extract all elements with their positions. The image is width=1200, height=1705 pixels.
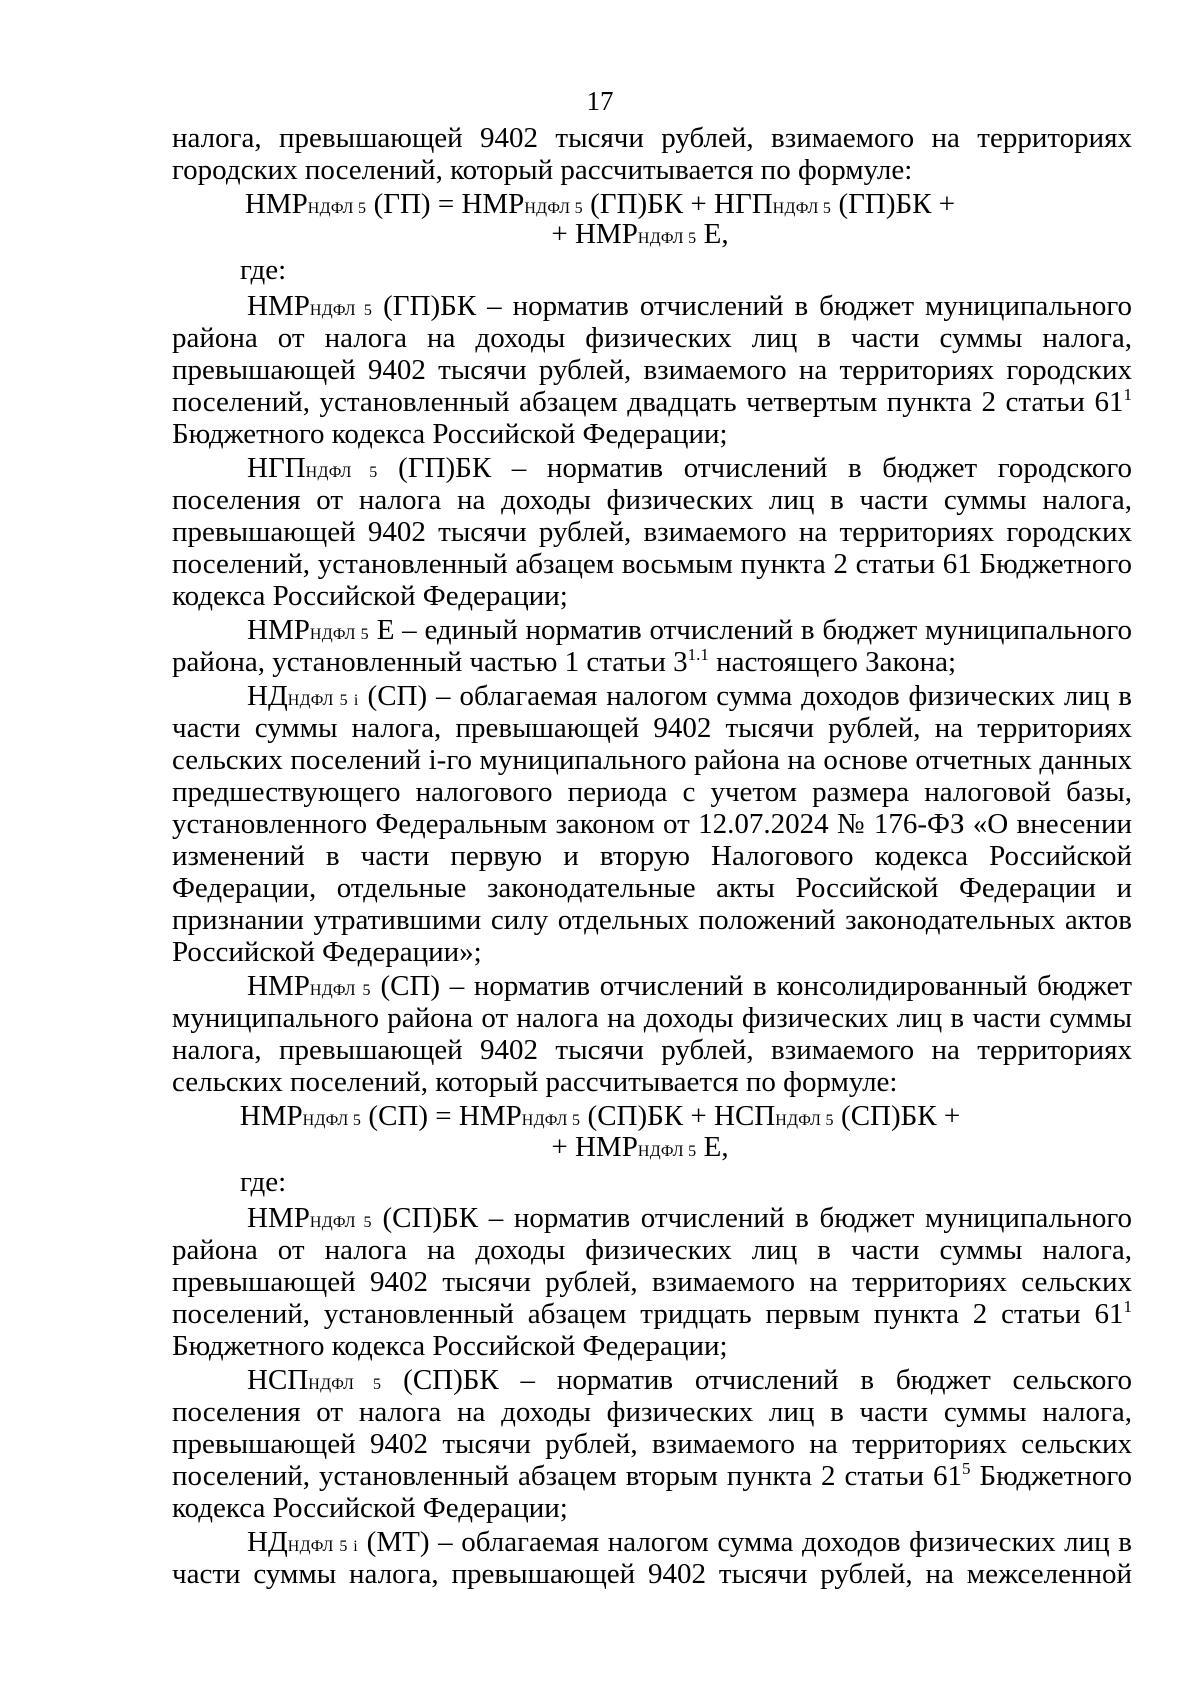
text-line: кодекса Российской Федерации; bbox=[172, 1492, 568, 1524]
text-line: превышающей 9402 тысячи рублей, взимаемого на территориях сельских bbox=[172, 1266, 1132, 1298]
text-line: поселения от налога на доходы физических лиц в части суммы налога, bbox=[172, 484, 1132, 516]
text-line: сельских поселений i-го муниципального района на основе отчетных данных bbox=[172, 744, 1132, 776]
text-line: НМРНДФЛ 5 (СП) – норматив отчислений в консолидированный бюджет bbox=[247, 970, 1132, 1002]
text-line: кодекса Российской Федерации; bbox=[172, 580, 568, 612]
formula-line: НМРНДФЛ 5 (ГП) = НМРНДФЛ 5 (ГП)БК + НГПНДФЛ 5 (ГП)БК + bbox=[244, 188, 956, 220]
text-line: НДНДФЛ 5 i (СП) – облагаемая налогом сумма доходов физических лиц в bbox=[247, 680, 1132, 712]
text-line: района от налога на доходы физических лиц в части суммы налога, bbox=[172, 1234, 1132, 1266]
text-line: поселений, установленный абзацем восьмым пункта 2 статьи 61 Бюджетного bbox=[172, 548, 1132, 580]
text-line: превышающей 9402 тысячи рублей, взимаемого на территориях городских bbox=[172, 354, 1132, 386]
text-line: НДНДФЛ 5 i (МТ) – облагаемая налогом сумма доходов физических лиц в bbox=[247, 1526, 1132, 1558]
text-line: Российской Федерации»; bbox=[172, 936, 482, 968]
text-line: района, установленный частью 1 статьи $3^{1.1}$ настоящего Закона; bbox=[172, 645, 957, 678]
text-line: налога, превышающей 9402 тысячи рублей, взимаемого на территориях bbox=[172, 122, 1132, 154]
text-line: поселения от налога на доходы физических лиц в части суммы налога, bbox=[172, 1396, 1132, 1428]
text-line: где: bbox=[240, 1166, 287, 1198]
text-line: НМРНДФЛ 5 Е – единый норматив отчислений в бюджет муниципального bbox=[247, 614, 1132, 646]
text-line: муниципального района от налога на доходы физических лиц в части суммы bbox=[172, 1002, 1132, 1034]
text-line: НМРНДФЛ 5 (ГП)БК – норматив отчислений в бюджет муниципального bbox=[247, 290, 1132, 322]
text-line: поселений, установленный абзацем тридцать первым пункта 2 статьи $61^1$ bbox=[172, 1297, 1132, 1330]
text-line: поселений, установленный абзацем двадцать четвертым пункта 2 статьи $61^1$ bbox=[172, 385, 1132, 418]
text-line: Бюджетного кодекса Российской Федерации; bbox=[172, 1330, 728, 1362]
text-line: городских поселений, который рассчитывается по формуле: bbox=[172, 154, 913, 186]
text-line: превышающей 9402 тысячи рублей, взимаемого на территориях городских bbox=[172, 516, 1132, 548]
text-line: Бюджетного кодекса Российской Федерации; bbox=[172, 418, 728, 450]
text-line: поселений, установленный абзацем вторым пункта 2 статьи $61^5$ Бюджетного bbox=[172, 1459, 1133, 1492]
text-line: признании утратившими силу отдельных положений законодательных актов bbox=[172, 904, 1132, 936]
text-line: НСПНДФЛ 5 (СП)БК – норматив отчислений в бюджет сельского bbox=[247, 1364, 1133, 1396]
text-line: НГПНДФЛ 5 (ГП)БК – норматив отчислений в бюджет городского bbox=[247, 452, 1132, 484]
text-line: части суммы налога, превышающей 9402 тысячи рублей, на территориях bbox=[172, 712, 1132, 744]
formula-line: + НМРНДФЛ 5 Е, bbox=[551, 1131, 729, 1163]
text-line: превышающей 9402 тысячи рублей, взимаемого на территориях сельских bbox=[172, 1428, 1132, 1460]
text-line: НМРНДФЛ 5 (СП)БК – норматив отчислений в бюджет муниципального bbox=[247, 1202, 1132, 1234]
text-line: установленного Федеральным законом от 12.07.2024 № 176-ФЗ «О внесении bbox=[172, 808, 1132, 840]
text-line: где: bbox=[240, 254, 287, 286]
text-line: налога, превышающей 9402 тысячи рублей, взимаемого на территориях bbox=[172, 1034, 1132, 1066]
formula-line: НМРНДФЛ 5 (СП) = НМРНДФЛ 5 (СП)БК + НСПНДФЛ 5 (СП)БК + bbox=[239, 1100, 961, 1132]
text-line: части суммы налога, превышающей 9402 тысячи рублей, на межселенной bbox=[172, 1558, 1132, 1590]
text-line: предшествующего налогового периода с учетом размера налоговой базы, bbox=[172, 776, 1132, 808]
text-line: Федерации, отдельные законодательные акты Российской Федерации и bbox=[172, 872, 1132, 904]
text-line: изменений в части первую и вторую Налогового кодекса Российской bbox=[172, 840, 1132, 872]
page-number: 17 bbox=[586, 86, 614, 116]
text-line: сельских поселений, который рассчитывается по формуле: bbox=[172, 1066, 898, 1098]
formula-line: + НМРНДФЛ 5 Е, bbox=[551, 218, 729, 250]
text-line: района от налога на доходы физических лиц в части суммы налога, bbox=[172, 322, 1132, 354]
